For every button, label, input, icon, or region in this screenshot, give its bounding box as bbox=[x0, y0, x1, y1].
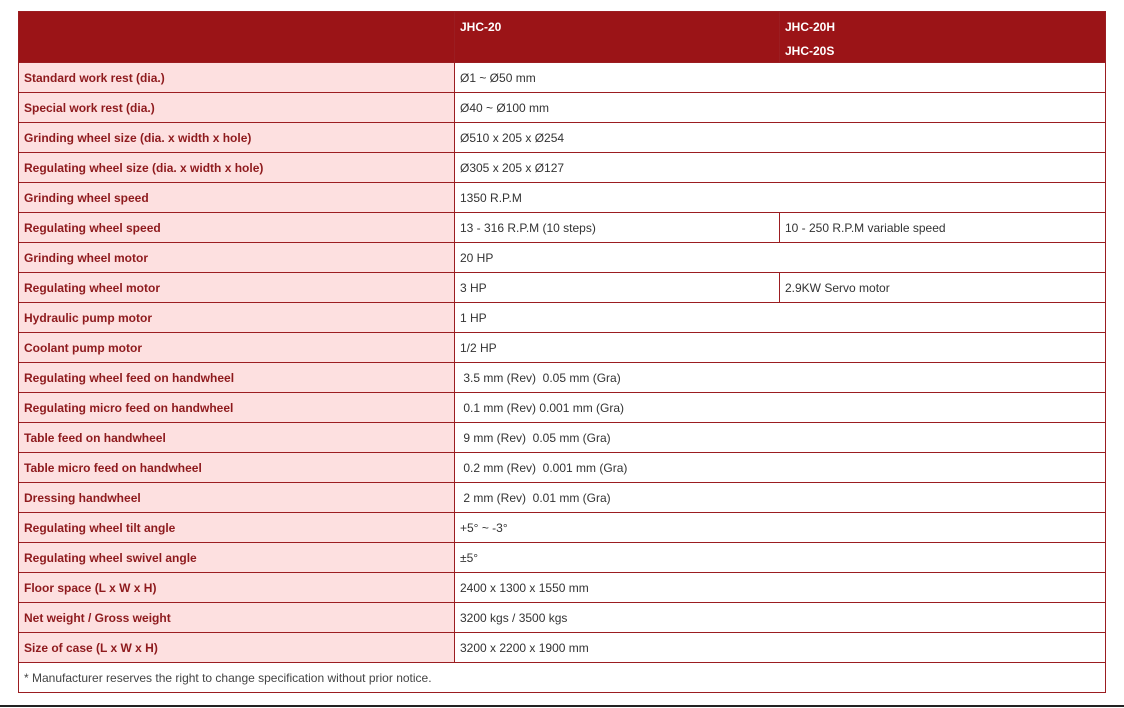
spec-label: Regulating wheel motor bbox=[19, 273, 455, 303]
table-header-row bbox=[19, 12, 1106, 63]
header-model-b-line-2: JHC-20S bbox=[785, 44, 835, 58]
spec-table bbox=[18, 11, 1106, 693]
table-row bbox=[19, 183, 1106, 213]
table-row bbox=[19, 153, 1106, 183]
spec-label: Grinding wheel size (dia. x width x hole) bbox=[19, 123, 455, 153]
spec-value: 2400 x 1300 x 1550 mm bbox=[455, 573, 1106, 603]
spec-value: Ø1 ~ Ø50 mm bbox=[455, 63, 1106, 93]
table-row bbox=[19, 633, 1106, 663]
spec-label: Regulating wheel swivel angle bbox=[19, 543, 455, 573]
footnote-row bbox=[19, 663, 1106, 693]
spec-label: Regulating micro feed on handwheel bbox=[19, 393, 455, 423]
table-row bbox=[19, 333, 1106, 363]
spec-value: Ø510 x 205 x Ø254 bbox=[455, 123, 1106, 153]
spec-value-alt: 2.9KW Servo motor bbox=[780, 273, 1106, 303]
spec-label: Grinding wheel motor bbox=[19, 243, 455, 273]
table-row bbox=[19, 393, 1106, 423]
spec-value: 9 mm (Rev) 0.05 mm (Gra) bbox=[455, 423, 1106, 453]
spec-label: Dressing handwheel bbox=[19, 483, 455, 513]
spec-label: Regulating wheel feed on handwheel bbox=[19, 363, 455, 393]
spec-value: 0.2 mm (Rev) 0.001 mm (Gra) bbox=[455, 453, 1106, 483]
spec-label: Standard work rest (dia.) bbox=[19, 63, 455, 93]
table-row bbox=[19, 603, 1106, 633]
spec-value: 1 HP bbox=[455, 303, 1106, 333]
table-row bbox=[19, 273, 1106, 303]
table-row bbox=[19, 573, 1106, 603]
spec-label: Regulating wheel size (dia. x width x hole) bbox=[19, 153, 455, 183]
table-body bbox=[19, 63, 1106, 663]
table-row bbox=[19, 213, 1106, 243]
spec-value: Ø40 ~ Ø100 mm bbox=[455, 93, 1106, 123]
table-row bbox=[19, 363, 1106, 393]
spec-value: 3200 x 2200 x 1900 mm bbox=[455, 633, 1106, 663]
spec-label: Regulating wheel speed bbox=[19, 213, 455, 243]
table-row bbox=[19, 543, 1106, 573]
table-row bbox=[19, 483, 1106, 513]
spec-value: 3200 kgs / 3500 kgs bbox=[455, 603, 1106, 633]
spec-value: 1/2 HP bbox=[455, 333, 1106, 363]
table-row bbox=[19, 63, 1106, 93]
page-bottom-divider bbox=[0, 705, 1124, 707]
spec-label: Table micro feed on handwheel bbox=[19, 453, 455, 483]
spec-label: Regulating wheel tilt angle bbox=[19, 513, 455, 543]
spec-value: 3 HP bbox=[455, 273, 780, 303]
spec-value: Ø305 x 205 x Ø127 bbox=[455, 153, 1106, 183]
spec-label: Floor space (L x W x H) bbox=[19, 573, 455, 603]
spec-value: 20 HP bbox=[455, 243, 1106, 273]
footnote: * Manufacturer reserves the right to change specification without prior notice. bbox=[19, 663, 1106, 693]
spec-label: Special work rest (dia.) bbox=[19, 93, 455, 123]
spec-value: ±5° bbox=[455, 543, 1106, 573]
table-row bbox=[19, 513, 1106, 543]
spec-label: Table feed on handwheel bbox=[19, 423, 455, 453]
table-row bbox=[19, 93, 1106, 123]
header-model-a: JHC-20 bbox=[455, 12, 780, 63]
spec-value: 1350 R.P.M bbox=[455, 183, 1106, 213]
spec-value: 0.1 mm (Rev) 0.001 mm (Gra) bbox=[455, 393, 1106, 423]
spec-value: 3.5 mm (Rev) 0.05 mm (Gra) bbox=[455, 363, 1106, 393]
spec-value-alt: 10 - 250 R.P.M variable speed bbox=[780, 213, 1106, 243]
spec-label: Net weight / Gross weight bbox=[19, 603, 455, 633]
table-row bbox=[19, 123, 1106, 153]
table-row bbox=[19, 453, 1106, 483]
spec-label: Grinding wheel speed bbox=[19, 183, 455, 213]
spec-label: Coolant pump motor bbox=[19, 333, 455, 363]
spec-label: Size of case (L x W x H) bbox=[19, 633, 455, 663]
header-model-b bbox=[780, 12, 1106, 63]
spec-value: 13 - 316 R.P.M (10 steps) bbox=[455, 213, 780, 243]
spec-table-container bbox=[18, 11, 1105, 693]
table-row bbox=[19, 423, 1106, 453]
table-row bbox=[19, 303, 1106, 333]
spec-label: Hydraulic pump motor bbox=[19, 303, 455, 333]
spec-value: +5° ~ -3° bbox=[455, 513, 1106, 543]
header-model-b-line-1: JHC-20H bbox=[785, 20, 836, 34]
table-row bbox=[19, 243, 1106, 273]
header-label-cell bbox=[19, 12, 455, 63]
spec-value: 2 mm (Rev) 0.01 mm (Gra) bbox=[455, 483, 1106, 513]
